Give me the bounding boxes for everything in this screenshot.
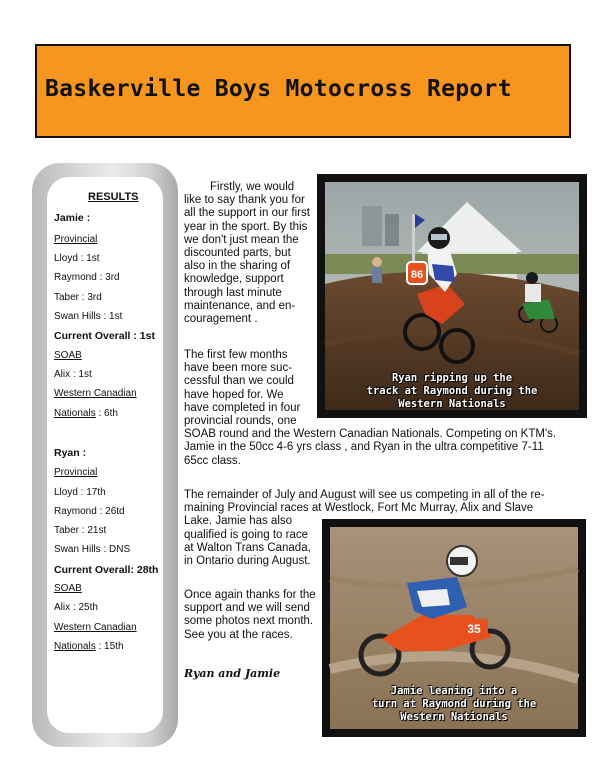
- caption-line: Jamie leaning into a: [390, 685, 518, 697]
- article-line: discounted parts, but: [184, 247, 291, 260]
- article-line: some photos next month.: [184, 615, 314, 628]
- article-line: knowledge, support: [184, 273, 284, 286]
- ryan-soab-label: SOAB: [54, 583, 82, 594]
- jamie-raymond: Raymond : 3rd: [54, 272, 120, 283]
- jamie-nationals-value: : 6th: [95, 408, 118, 419]
- article-line: also in the sharing of: [184, 260, 291, 273]
- ryan-alix: Alix : 25th: [54, 602, 98, 613]
- title-banner: [35, 44, 571, 138]
- jamie-provincial-label: Provincial: [54, 234, 98, 245]
- article-line: all the support in our first: [184, 207, 310, 220]
- caption-line: turn at Raymond during the: [371, 698, 537, 710]
- article-line: Once again thanks for the: [184, 589, 316, 601]
- article-line: have been more suc-: [184, 362, 293, 375]
- bike-number-ryan: 86: [410, 269, 424, 281]
- article-line: The first few months: [184, 349, 288, 361]
- article-line: 65cc class.: [184, 454, 241, 467]
- article-line: The remainder of July and August will see us competing in all of the re-: [184, 489, 545, 501]
- jamie-taber: Taber : 3rd: [54, 292, 102, 303]
- article-line: provincial rounds, one: [184, 415, 297, 428]
- photo-jamie: [322, 519, 586, 737]
- jamie-current-overall: Current Overall : 1st: [54, 330, 155, 342]
- ryan-nationals: [54, 641, 124, 652]
- ryan-swan-hills: Swan Hills : DNS: [54, 544, 131, 555]
- photo-jamie-caption: [332, 685, 576, 724]
- ryan-nationals-value: : 15th: [95, 641, 124, 652]
- article-line: cessful than we could: [184, 375, 294, 388]
- jamie-swan-hills: Swan Hills : 1st: [54, 311, 123, 322]
- article-line: we don't just mean the: [184, 233, 299, 246]
- page-title: Baskerville Boys Motocross Report: [45, 76, 512, 102]
- ryan-taber: Taber : 21st: [54, 525, 107, 536]
- article-line: support and we will send: [184, 602, 310, 615]
- article-line: couragement .: [184, 313, 258, 326]
- article-line: in Ontario during August.: [184, 555, 311, 568]
- ryan-provincial-label: Provincial: [54, 467, 98, 478]
- article-line: have hoped for. We: [184, 388, 284, 401]
- article-paragraph-1: [184, 181, 310, 326]
- ryan-name: Ryan :: [54, 447, 87, 459]
- ryan-lloyd: Lloyd : 17th: [54, 487, 106, 498]
- jamie-nationals: [54, 408, 118, 419]
- article-line: at Walton Trans Canada,: [184, 541, 311, 554]
- ryan-current-overall: Current Overall: 28th: [54, 564, 159, 576]
- caption-line: Ryan ripping up the: [391, 372, 513, 384]
- caption-line: Western Nationals: [400, 711, 508, 723]
- jamie-lloyd: Lloyd : 1st: [54, 253, 100, 264]
- article-line: qualified is going to race: [184, 528, 309, 541]
- jamie-name: Jamie :: [54, 212, 91, 224]
- signature: Ryan and Jamie: [184, 667, 281, 680]
- article-line: See you at the races.: [184, 628, 293, 641]
- article-line: year in the sport. By this: [184, 220, 308, 233]
- jamie-nationals-label: Nationals: [54, 408, 96, 419]
- article-line: Jamie in the 50cc 4-6 yrs class , and Ryan in the ultra competitive 7-11: [184, 441, 544, 454]
- ryan-raymond: Raymond : 26td: [54, 506, 125, 517]
- article-line: maintenance, and en-: [184, 299, 296, 312]
- article-line: have completed in four: [184, 401, 301, 414]
- jamie-soab-label: SOAB: [54, 350, 82, 361]
- article-line: Lake. Jamie has also: [184, 515, 293, 528]
- caption-line: track at Raymond during the: [366, 385, 538, 397]
- ryan-nationals-label: Nationals: [54, 641, 96, 652]
- results-heading: RESULTS: [88, 191, 139, 203]
- photo-ryan: [317, 174, 587, 418]
- bike-number-jamie: 35: [467, 622, 481, 636]
- photo-ryan-caption: [327, 372, 577, 411]
- article-line: Firstly, we would: [210, 181, 295, 193]
- jamie-alix: Alix : 1st: [54, 369, 92, 380]
- article-line: SOAB round and the Western Canadian Nationals. Competing on KTM's.: [184, 428, 557, 441]
- article-line: through last minute: [184, 286, 282, 299]
- article-line: maining Provincial races at Westlock, Fort Mc Murray, Alix and Slave: [184, 502, 534, 515]
- article-paragraph-4: [184, 589, 316, 642]
- article-line: like to say thank you for: [184, 194, 305, 207]
- jamie-wcn-label: Western Canadian: [54, 388, 137, 399]
- ryan-wcn-label: Western Canadian: [54, 622, 137, 633]
- caption-line: Western Nationals: [398, 398, 506, 410]
